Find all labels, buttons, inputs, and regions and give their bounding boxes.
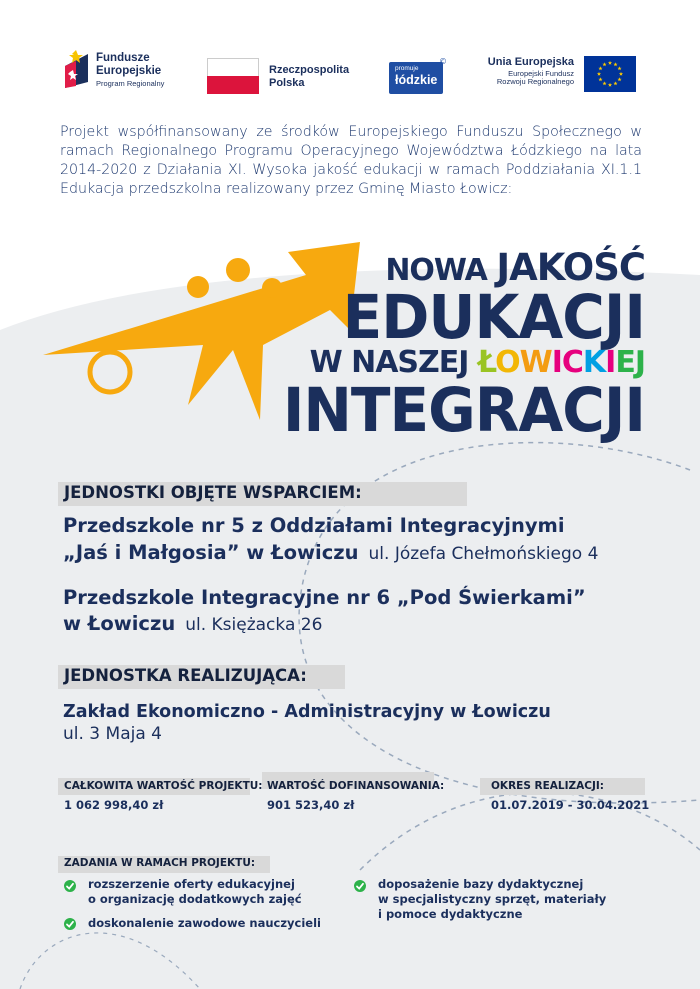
total-value: 1 062 998,40 zł (64, 798, 164, 812)
lodzkie-logo (389, 57, 447, 94)
ue-line3: Rozwoju Regionalnego (496, 77, 574, 87)
unit1-line2: „Jaś i Małgosia” w Łowiczu (63, 541, 359, 564)
period-label: OKRES REALIZACJI: (491, 780, 604, 792)
title-w-naszej: W NASZEJ (309, 345, 478, 380)
title-lowickiej-letter: I (551, 345, 562, 380)
fundusze-europejskie-icon (62, 50, 92, 90)
task1-line1: rozszerzenie oferty edukacyjnej (88, 877, 295, 891)
period-value: 01.07.2019 - 30.04.2021 (491, 798, 650, 812)
fundusze-europejskie-logo (62, 50, 165, 94)
title-lowickiej-letter: I (605, 345, 616, 380)
title-lowickiej-letter: Ł (477, 345, 496, 380)
title-lowickiej-letter: E (615, 345, 635, 380)
person-head-left-icon (187, 276, 209, 298)
eu-flag-icon (584, 56, 636, 92)
rp-line2: Polska (269, 76, 305, 89)
title-line-4 (282, 374, 645, 446)
title-integracji: INTEGRACJI (282, 374, 645, 446)
unit2-line1: Przedszkole Integracyjne nr 6 „Pod Świerkami” (63, 586, 586, 609)
fe-name-line1: Fundusze (96, 52, 150, 64)
unit2-line2-row (63, 612, 322, 637)
check-icon (64, 880, 76, 892)
rzeczpospolita-polska-logo (207, 58, 350, 98)
wheelchair-wheel-icon (90, 352, 130, 392)
unit1-address: ul. Józefa Chełmońskiego 4 (368, 544, 599, 564)
unit2-line2: w Łowiczu (63, 612, 176, 635)
intro-paragraph: Projekt współfinansowany ze środków Europejskiego Funduszu Społecznego w ramach Regionalnego Programu Operacyjnego Województwa Łódzkiego na lata 2014-2020 z Działania XI. Wysoka jakość edukacji w ramach Poddziałania XI.1.1 Edukacja przedszkolna realizowany przez Gminę Miasto Łowicz: (60, 124, 642, 197)
task3-line3: i pomoce dydaktyczne (378, 907, 523, 921)
check-icon (354, 880, 366, 892)
total-label: CAŁKOWITA WARTOŚĆ PROJEKTU: (64, 780, 263, 792)
logo-bar (0, 40, 700, 110)
rp-line1: Rzeczpospolita (269, 64, 350, 76)
realizing-header: JEDNOSTKA REALIZUJĄCA: (64, 666, 307, 685)
polish-flag-icon (207, 58, 259, 94)
realizing-name: Zakład Ekonomiczno - Administracyjny w Łowiczu (63, 702, 551, 722)
task3-line2: w specjalistyczny sprzęt, materiały (378, 892, 607, 906)
title-lowickiej-letter: K (582, 345, 606, 380)
unit1-line2-row (63, 541, 598, 566)
task3-line1: doposażenie bazy dydaktycznej (378, 877, 584, 891)
unit2-address: ul. Księżacka 26 (185, 615, 323, 635)
task1-line2: o organizację dodatkowych zajęć (88, 892, 302, 906)
ue-line1: Unia Europejska (487, 56, 574, 68)
title-jakosc: JAKOŚĆ (496, 246, 645, 289)
units-header: JEDNOSTKI OBJĘTE WSPARCIEM: (64, 483, 362, 502)
task1 (88, 877, 302, 907)
cofin-label: WARTOŚĆ DOFINANSOWANIA: (267, 780, 445, 792)
title-lowickiej-letter: O (495, 345, 520, 380)
title-line-2 (342, 281, 645, 353)
task2: doskonalenie zawodowe nauczycieli (88, 916, 321, 930)
copyright-icon: © (439, 57, 447, 66)
person-head-right-icon (262, 278, 282, 298)
title-lowickiej-letter: W (519, 345, 552, 380)
cofin-value: 901 523,40 zł (267, 798, 355, 812)
ue-line2: Europejski Fundusz (508, 68, 574, 78)
title-nowa: NOWA (385, 253, 497, 288)
task3 (378, 877, 606, 922)
title-lowickiej-letter: J (634, 345, 645, 380)
lodzkie-small-text: promuje (395, 65, 419, 72)
fe-name-line2: Europejskie (96, 65, 162, 78)
title-lowickiej-letter: C (561, 345, 583, 380)
tasks-header: ZADANIA W RAMACH PROJEKTU: (64, 857, 256, 869)
lodzkie-big-text: łódzkie (395, 73, 438, 87)
check-icon (64, 918, 76, 930)
unit1-line1: Przedszkole nr 5 z Oddziałami Integracyjnymi (63, 514, 565, 537)
realizing-address: ul. 3 Maja 4 (63, 724, 162, 744)
fe-subtitle: Program Regionalny (96, 79, 165, 89)
person-head-center-icon (226, 258, 250, 282)
title-edukacji: EDUKACJI (342, 281, 645, 353)
